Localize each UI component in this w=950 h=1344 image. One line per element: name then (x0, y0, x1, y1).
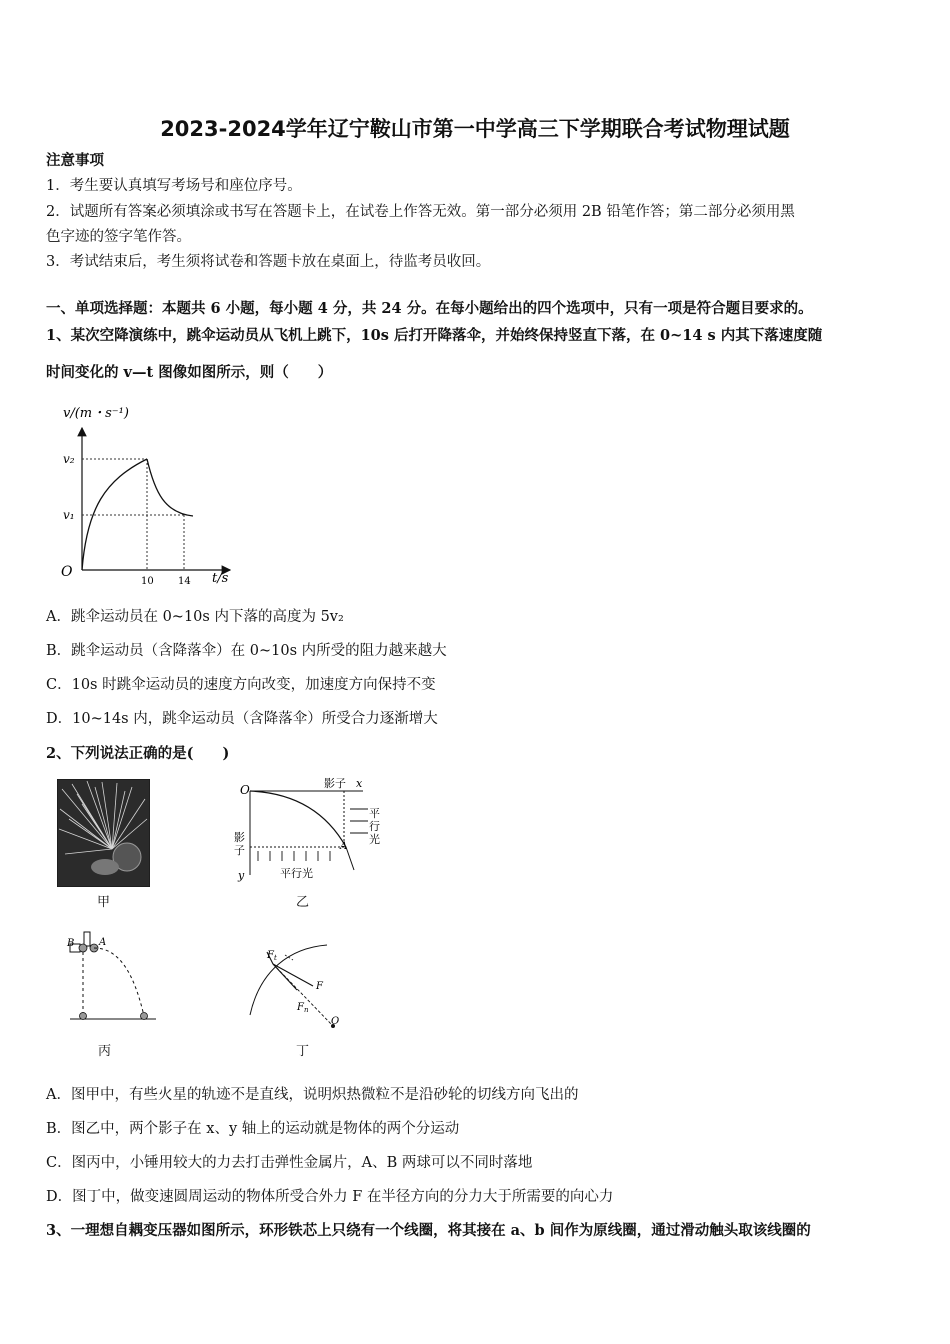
ding-label-F1: $F_t$ (267, 950, 277, 962)
yi-label-shadow-left-2: 子 (234, 844, 245, 857)
notice-item: 色字迹的签字笔作答。 (46, 229, 191, 245)
yi-label-light-right-1: 平 (369, 807, 380, 820)
yi-label-light-bottom: 平行光 (280, 867, 313, 880)
q2-option-a: A．图甲中，有些火星的轨迹不是直线，说明炽热微粒不是沿砂轮的切线方向飞出的 (46, 1087, 579, 1103)
q1-option-a: A．跳伞运动员在 0~10s 内下落的高度为 5v₂ (46, 609, 344, 625)
fig-yi-diagram (228, 775, 388, 883)
yi-label-light-right-3: 光 (369, 833, 380, 846)
q2-stem: 2、下列说法正确的是( ) (46, 745, 230, 762)
fig-jia-caption: 甲 (97, 895, 111, 910)
q2-option-b: B．图乙中，两个影子在 x、y 轴上的运动就是物体的两个分运动 (46, 1121, 460, 1137)
yi-label-A: A (340, 841, 348, 852)
yi-label-x: x (356, 777, 363, 790)
notice-item: 2．试题所有答案必须填涂或书写在答题卡上，在试卷上作答无效。第一部分必须用 2B 铅笔作答；第二部分必须用黑 (46, 204, 795, 220)
notice-heading: 注意事项 (46, 152, 104, 169)
graph-ylabel: v/(m・s⁻¹) (63, 406, 129, 421)
yi-label-shadow-left-1: 影 (234, 831, 245, 844)
yi-label-light-right-2: 行 (369, 820, 380, 833)
q1-option-c: C．10s 时跳伞运动员的速度方向改变，加速度方向保持不变 (46, 677, 436, 693)
q1-option-d: D．10~14s 内，跳伞运动员（含降落伞）所受合力逐渐增大 (46, 711, 438, 727)
yi-label-O: O (240, 783, 250, 797)
fig-bing-diagram (64, 928, 159, 1023)
q2-option-c: C．图丙中，小锤用较大的力去打击弹性金属片，A、B 两球可以不同时落地 (46, 1155, 533, 1171)
bing-label-B: B (67, 938, 75, 949)
fig-bing-caption: 丙 (98, 1044, 112, 1059)
q1-vt-graph (55, 398, 245, 588)
q1-stem-line2: 时间变化的 v—t 图像如图所示，则（ ） (46, 364, 333, 381)
fig-ding-diagram (245, 940, 345, 1032)
graph-t10: 10 (141, 576, 154, 587)
fig-yi-caption: 乙 (296, 895, 310, 910)
graph-v1: v₁ (63, 508, 75, 522)
q1-option-b: B．跳伞运动员（含降落伞）在 0~10s 内所受的阻力越来越大 (46, 643, 447, 659)
graph-xlabel: t/s (212, 571, 229, 586)
graph-v2: v₂ (63, 452, 75, 466)
graph-t14: 14 (178, 576, 191, 587)
q1-stem-line1: 1、某次空降演练中，跳伞运动员从飞机上跳下，10s 后打开降落伞，并始终保持竖直下落，在 0~14 s 内其下落速度随 (46, 327, 823, 344)
notice-item: 3．考试结束后，考生须将试卷和答题卡放在桌面上，待监考员收回。 (46, 254, 491, 270)
fig-jia-sparks-photo (57, 779, 150, 887)
page-title: 2023-2024学年辽宁鞍山市第一中学高三下学期联合考试物理试题 (160, 117, 790, 141)
section-heading: 一、单项选择题：本题共 6 小题，每小题 4 分，共 24 分。在每小题给出的四个选项中，只有一项是符合题目要求的。 (46, 300, 813, 317)
yi-label-y: y (238, 869, 245, 882)
ding-label-O: O (331, 1016, 340, 1027)
graph-origin: O (61, 564, 73, 580)
q2-option-d: D．图丁中，做变速圆周运动的物体所受合外力 F 在半径方向的分力大于所需要的向心力 (46, 1189, 614, 1205)
ding-label-Fn: $F_n$ (297, 1002, 309, 1014)
q3-stem: 3、一理想自耦变压器如图所示，环形铁芯上只绕有一个线圈，将其接在 a、b 间作为原线圈，通过滑动触头取该线圈的 (46, 1222, 811, 1239)
fig-ding-caption: 丁 (296, 1044, 310, 1059)
bing-label-A: A (99, 937, 107, 948)
yi-label-shadow-top: 影子 (324, 777, 346, 790)
notice-item: 1．考生要认真填写考场号和座位序号。 (46, 178, 302, 194)
ding-label-F: F (316, 981, 323, 992)
